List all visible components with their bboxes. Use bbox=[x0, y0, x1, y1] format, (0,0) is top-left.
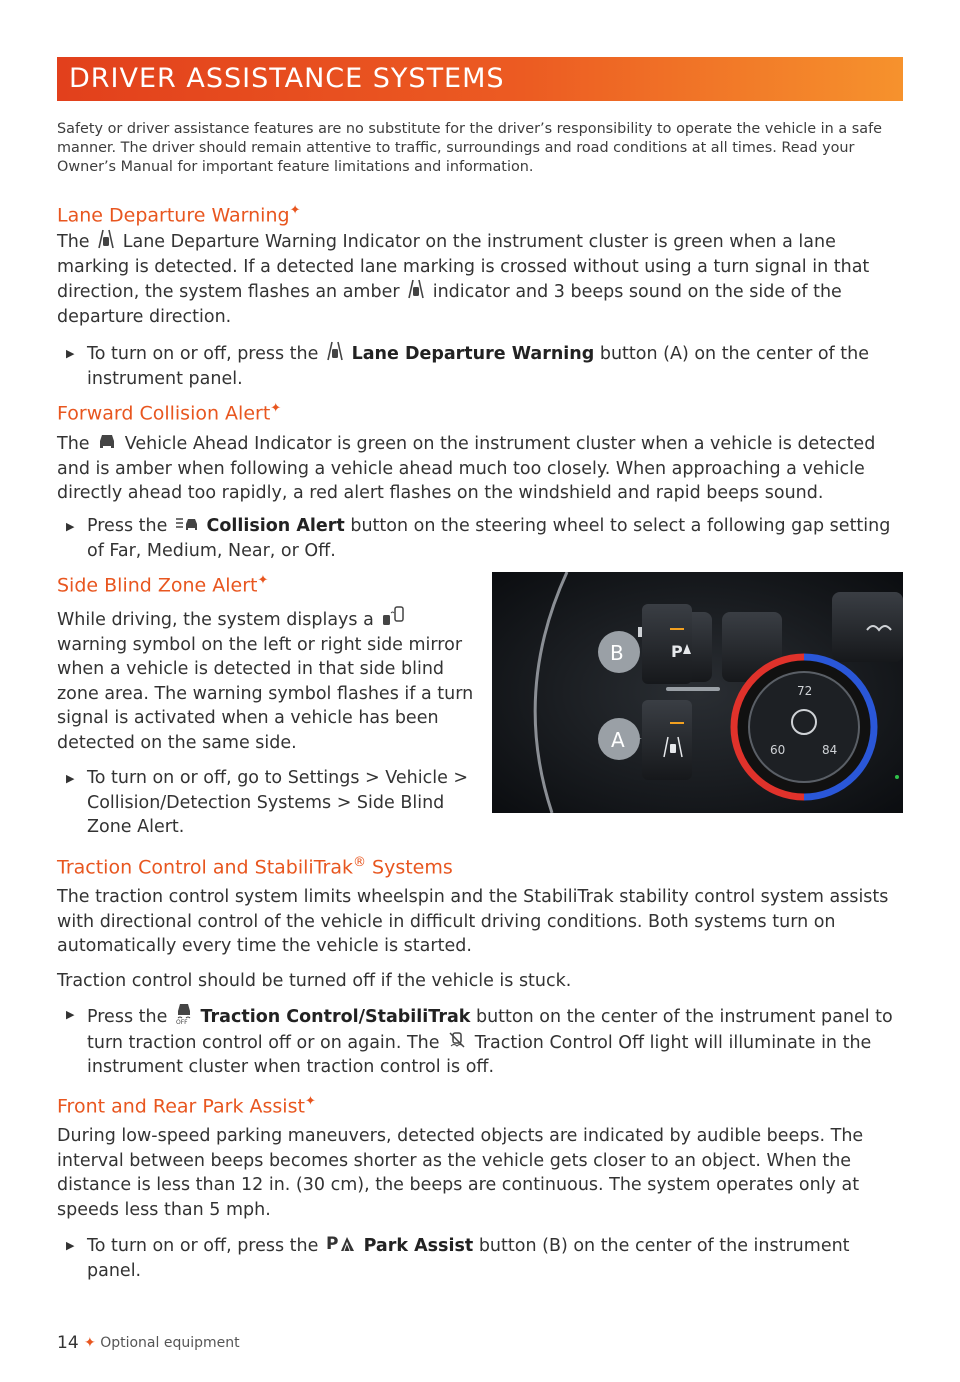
park-paragraph: During low-speed parking maneuvers, detected objects are indicated by audible beeps. The interval between beeps becomes shorter as the vehicle gets closer to an object. When the distance is less than 12 in. (30 cm), the beeps are continuous. The system operates only at speeds less than 5 mph. bbox=[57, 1126, 864, 1220]
svg-text:P: P bbox=[325, 1234, 339, 1253]
callout-a: A bbox=[611, 728, 625, 752]
fca-bullet: ▶ Press the Collision Alert button on the steering wheel to select a following gap setting of Far, Medium, Near, or Off. bbox=[87, 514, 903, 563]
heading-forward-collision: Forward Collision Alert✦ bbox=[57, 401, 282, 425]
lane-departure-icon bbox=[326, 341, 344, 361]
dial-label-84: 84 bbox=[822, 743, 838, 757]
heading-lane-departure: Lane Departure Warning✦ bbox=[57, 203, 301, 227]
vehicle-ahead-icon bbox=[97, 433, 117, 451]
section-banner bbox=[57, 57, 903, 101]
optional-mark: ✦ bbox=[84, 1335, 96, 1351]
collision-alert-icon bbox=[175, 515, 199, 533]
traction-control-icon bbox=[175, 1002, 193, 1024]
callout-b: B bbox=[610, 641, 624, 665]
side-blind-zone-icon bbox=[381, 605, 405, 627]
fca-paragraph: The Vehicle Ahead Indicator is green on the instrument cluster when a vehicle is detected and is amber when following a vehicle ahead much too closely. When approaching a vehicle directly ahead too rapidly, a red alert flashes on the windshield and rapid beeps sound. bbox=[57, 434, 876, 503]
heading-park-assist: Front and Rear Park Assist✦ bbox=[57, 1094, 316, 1118]
lane-paragraph: The Lane Departure Warning Indicator on the instrument cluster is green when a lane marking is detected. If a detected lane marking is crossed without using a turn signal in that direction, the system flashes an amber indicator and 3 beeps sound on the side of the departure direction. bbox=[57, 229, 903, 329]
heading-side-blind-zone: Side Blind Zone Alert✦ bbox=[57, 573, 269, 597]
sbza-paragraph: While driving, the system displays a warning symbol on the left or right side mirror when a vehicle is detected in that side blind zone area. The warning symbol flashes if a turn signal is activated when a vehicle has been detected on the same side. bbox=[57, 605, 482, 755]
traction-bullet: ▶ Press the OFF Traction Control/StabiliTrak button on the center of the instrument panel to turn traction control off or on again. The Traction Control Off light will illuminate in the instrument cluster when traction control is off. bbox=[87, 1002, 903, 1080]
traction-paragraph: The traction control system limits wheelspin and the StabiliTrak stability control system assists with directional control of the vehicle in difficult driving conditions. Both systems turn on automatically every time the vehicle is started. bbox=[57, 887, 889, 956]
footnote: ✦ Optional equipment bbox=[84, 1335, 240, 1351]
lane-departure-icon bbox=[407, 279, 425, 299]
park-bullet: ▶ To turn on or off, press the P Park Assist button (B) on the center of the instrument panel. bbox=[87, 1233, 903, 1283]
dial-label-60: 60 bbox=[770, 743, 786, 757]
traction-note: Traction control should be turned off if the vehicle is stuck. bbox=[57, 971, 572, 991]
optional-mark: ✦ bbox=[257, 573, 269, 588]
dial-label-72: 72 bbox=[797, 684, 813, 698]
lane-bullet: ▶ To turn on or off, press the Lane Departure Warning button (A) on the center of the instrument panel. bbox=[87, 341, 903, 391]
intro-paragraph: Safety or driver assistance features are no substitute for the driver’s responsibility to operate the vehicle in a safe manner. The driver should remain attentive to traffic, surroundings and road conditions at all times. Read your Owner’s Manual for important feature limitations and information. bbox=[57, 121, 883, 175]
optional-mark: ✦ bbox=[304, 1094, 316, 1109]
park-assist-icon bbox=[326, 1233, 356, 1253]
panel-illustration bbox=[492, 572, 903, 813]
heading-traction-control: Traction Control and StabiliTrak® Systems bbox=[57, 855, 453, 879]
page-number: 14 bbox=[57, 1333, 79, 1353]
section-title: DRIVER ASSISTANCE SYSTEMS bbox=[69, 63, 505, 94]
park-assist-glyph: P bbox=[671, 642, 683, 661]
lane-departure-icon bbox=[97, 229, 115, 249]
instrument-panel-photo bbox=[492, 572, 903, 813]
svg-text:OFF: OFF bbox=[175, 1019, 188, 1024]
sbza-bullet: ▶ To turn on or off, go to Settings > Vehicle > Collision/Detection Systems > Side Blind Zone Alert. bbox=[87, 766, 477, 840]
optional-mark: ✦ bbox=[289, 203, 301, 218]
optional-mark: ✦ bbox=[270, 401, 282, 416]
traction-off-light-icon bbox=[447, 1030, 467, 1050]
